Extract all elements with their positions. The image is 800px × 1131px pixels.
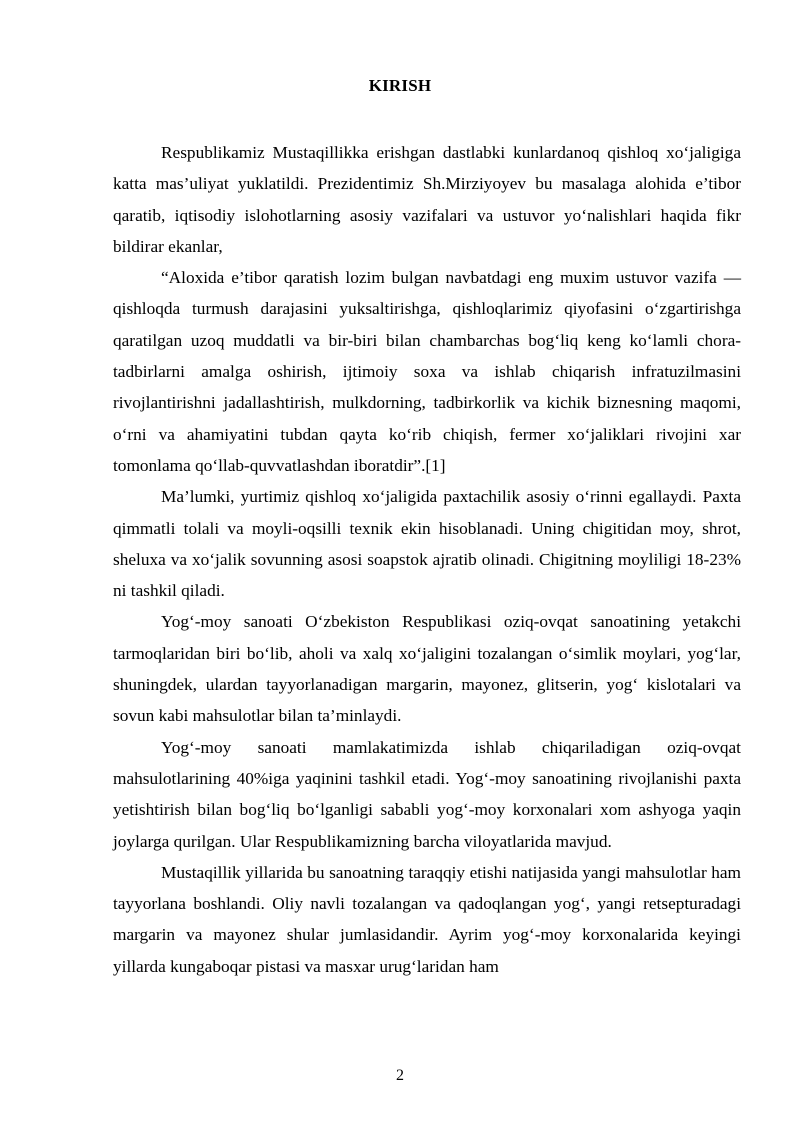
paragraph-2: “Aloxida e’tibor qaratish lozim bulgan navbatdagi eng muxim ustuvor vazifa — qishloqda turmush darajasini yuksaltirishga, qishloqlarimiz qiyofasini o‘zgartirishga qaratilgan uzoq muddatli va bir-biri bilan chambarchas bog‘liq keng ko‘lamli chora-tadbirlarni amalga oshirish, ijtimoiy soxa va ishlab chiqarish infratuzilmasini rivojlantirishni jadallashtirish, mulkdorning, tadbirkorlik va kichik biznesning maqomi, o‘rni va ahamiyatini tubdan qayta ko‘rib chiqish, fermer xo‘jaliklari rivojini xar tomonlama qo‘llab-quvvatlashdan iboratdir”.[1] [113,268,741,475]
paragraph-4: Yog‘-moy sanoati O‘zbekiston Respublikasi oziq-ovqat sanoatining yetakchi tarmoqlaridan biri bo‘lib, aholi va xalq xo‘jaligini tozalangan o‘simlik moylari, yog‘lar, shuningdek, ulardan tayyorlanadigan margarin, mayonez, glitserin, yog‘ kislotalari va sovun kabi mahsulotlar bilan ta’minlaydi. [113,612,741,726]
body-text [113,137,741,982]
page-number: 2 [396,1067,404,1084]
page-title: KIRISH [368,76,432,95]
paragraph-6: Mustaqillik yillarida bu sanoatning taraqqiy etishi natijasida yangi mahsulotlar ham tayyorlana boshlandi. Oliy navli tozalangan va qadoqlangan yog‘, yangi retsepturadagi margarin va mayonez shular jumlasidandir. Ayrim yog‘-moy korxonalarida keyingi yillarda kungaboqar pistasi va masxar urug‘laridan ham [113,862,741,976]
paragraph-3: Ma’lumki, yurtimiz qishloq xo‘jaligida paxtachilik asosiy o‘rinni egallaydi. Paxta qimmatli tolali va moyli-oqsilli texnik ekin hisoblanadi. Uning chigitidan moy, shrot, sheluxa va xo‘jalik sovunning asosi soapstok ajratib olinadi. Chigitning moyliligi 18-23% ni tashkil qiladi. [113,487,741,601]
paragraph-5: Yog‘-moy sanoati mamlakatimizda ishlab chiqariladigan oziq-ovqat mahsulotlarining 40%iga yaqinini tashkil etadi. Yog‘-moy sanoatining rivojlanishi paxta yetishtirish bilan bog‘liq bo‘lganligi sababli yog‘-moy korxonalari xom ashyoga yaqin joylarga qurilgan. Ular Respublikamizning barcha viloyatlarida mavjud. [113,737,741,851]
paragraph-1: Respublikamiz Mustaqillikka erishgan dastlabki kunlardanoq qishloq xo‘jaligiga katta mas’uliyat yuklatildi. Prezidentimiz Sh.Mirziyoyev bu masalaga alohida e’tibor qaratib, iqtisodiy islohotlarning asosiy vazifalari va ustuvor yo‘nalishlari haqida fikr bildirar ekanlar, [113,143,741,256]
